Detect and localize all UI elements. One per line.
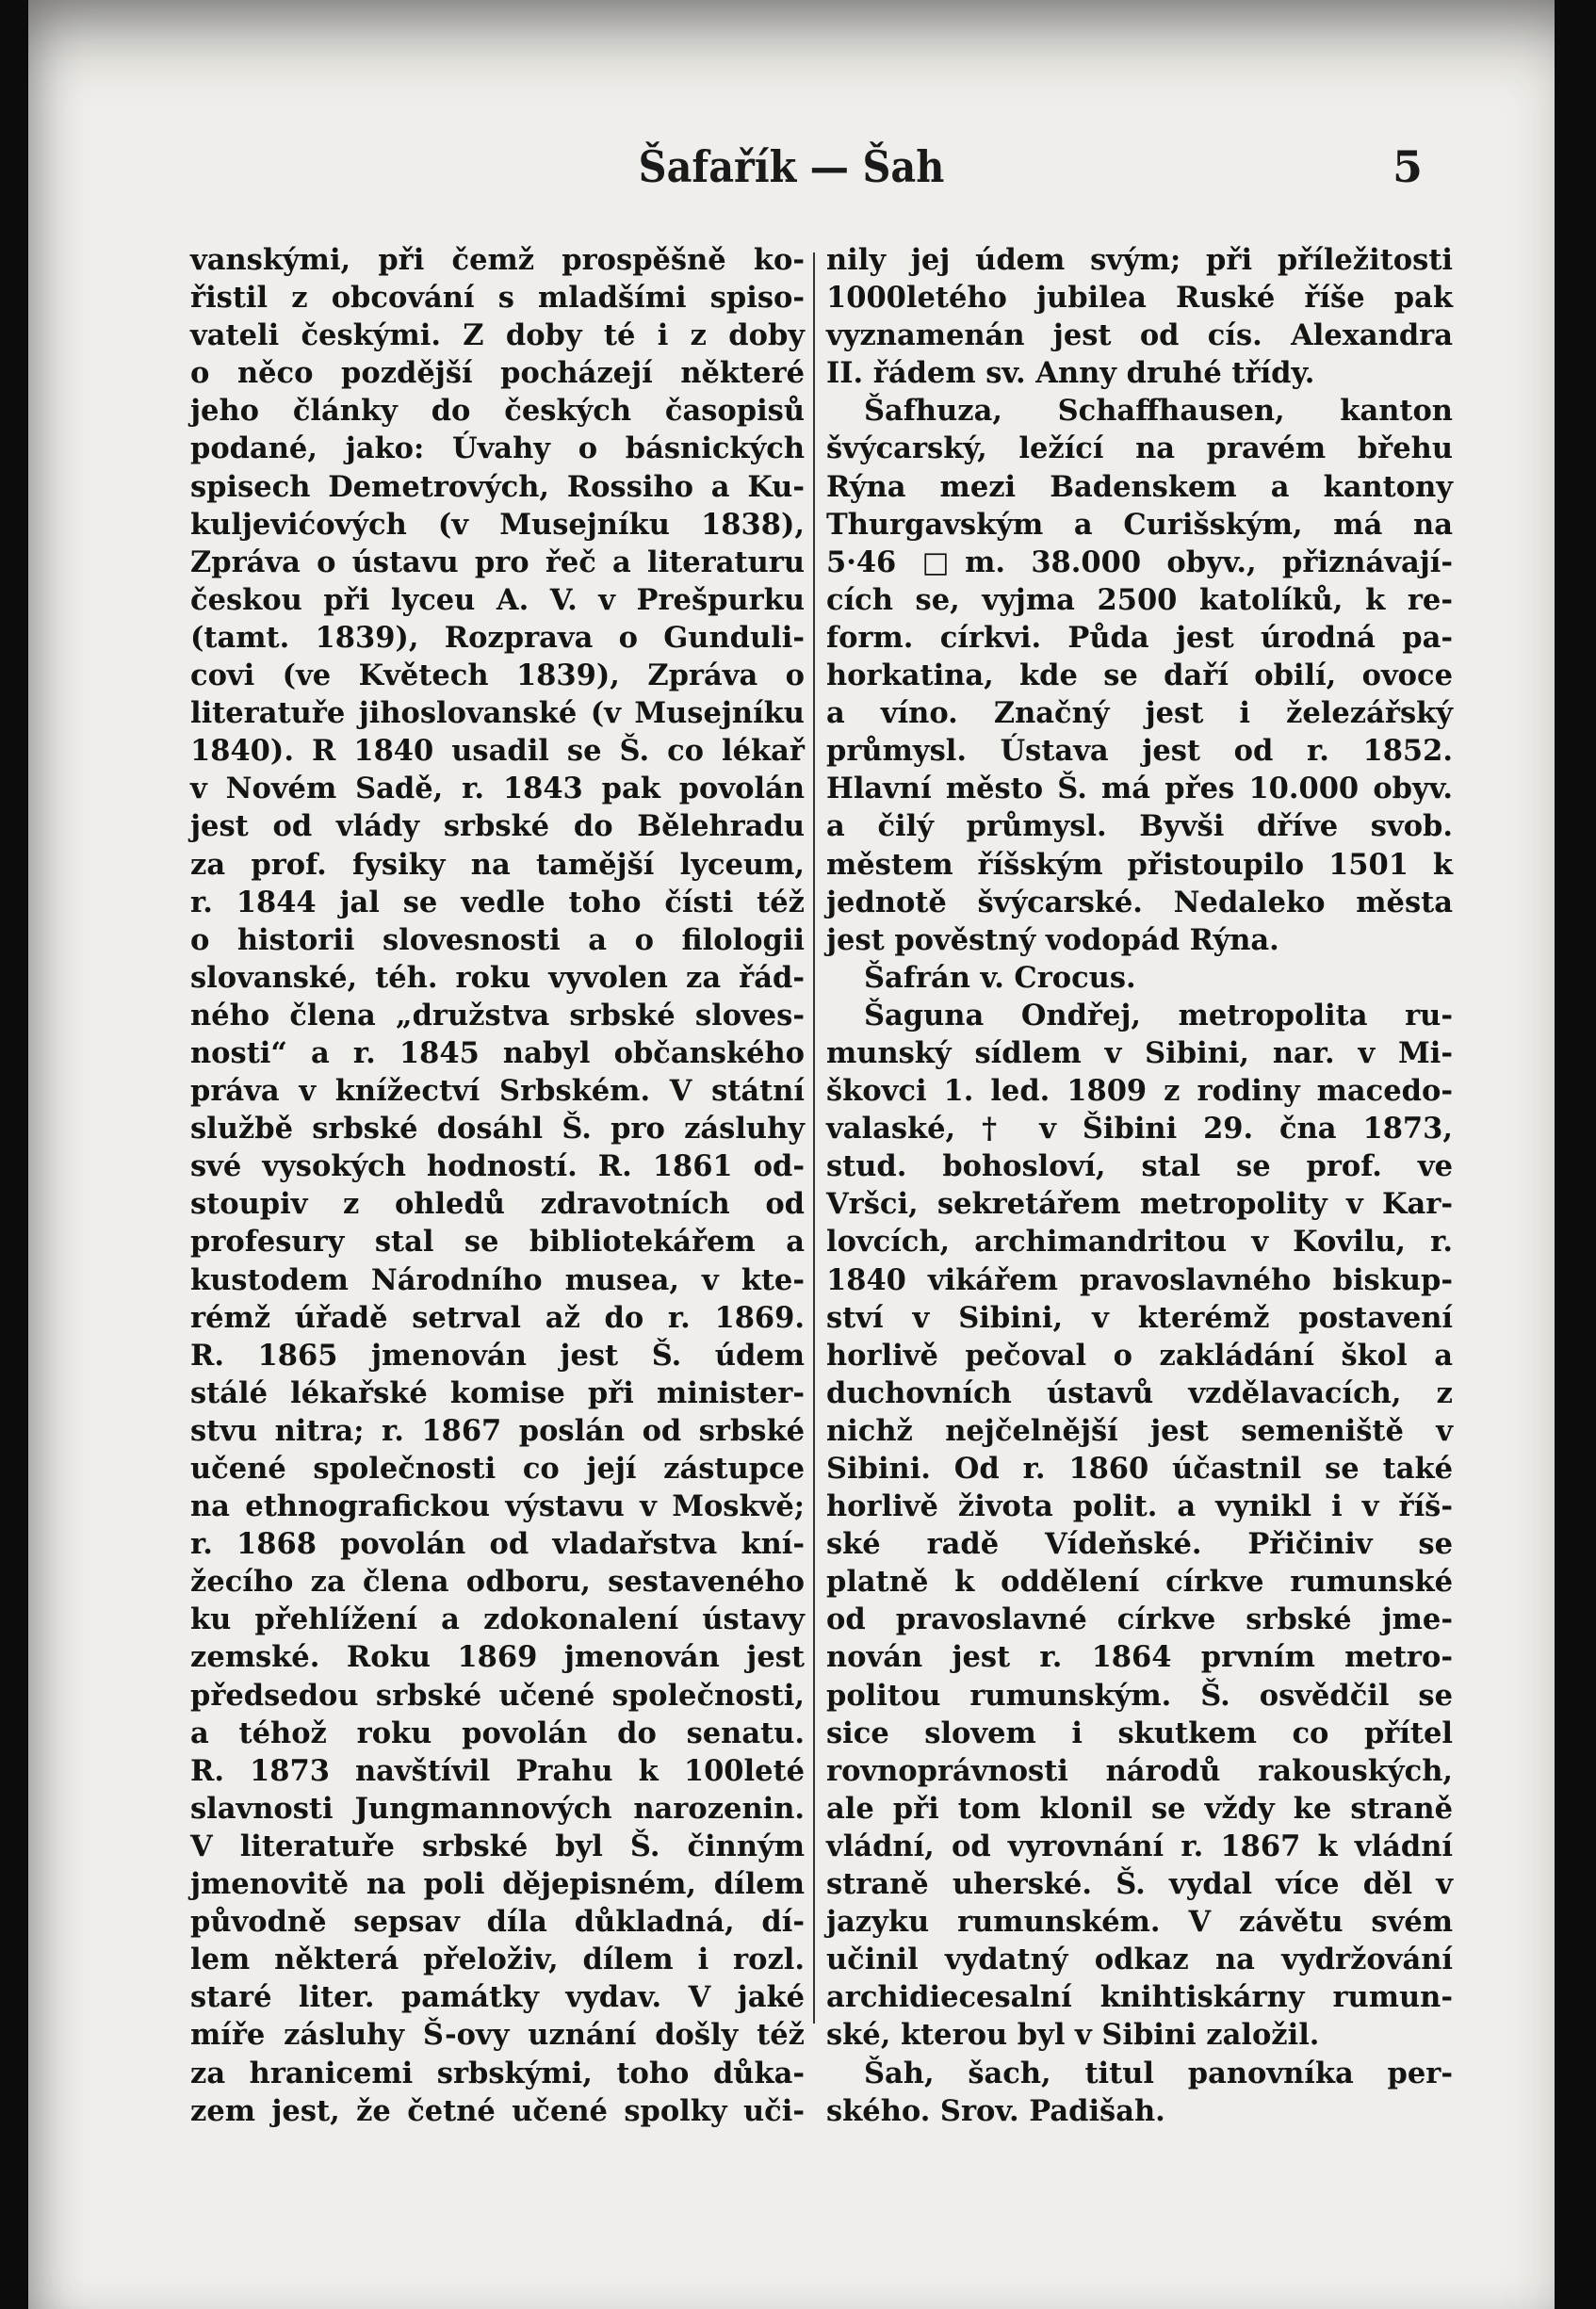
- text-line: 5·46 □m. 38.000 obyv., přiznávají-: [826, 545, 1453, 579]
- text-line: R. 1873 navštívil Prahu k 100leté: [190, 1753, 805, 1788]
- text-line: městem říšským přistoupilo 1501 k: [826, 847, 1453, 882]
- text-line: Šafrán v. Crocus.: [864, 960, 1136, 995]
- text-line: Šah, šach, titul panovníka per-: [864, 2056, 1453, 2090]
- text-line: od pravoslavné církve srbské jme-: [826, 1602, 1453, 1637]
- text-line: literatuře jihoslovanské (v Musejníku: [190, 696, 805, 731]
- text-line: slovanské, téh. roku vyvolen za řád-: [190, 960, 805, 995]
- text-line: politou rumunským. Š. osvědčil se: [826, 1678, 1453, 1713]
- text-line: sice slovem i skutkem co přítel: [826, 1715, 1453, 1750]
- text-line: spisech Demetrových, Rossiho a Ku-: [190, 469, 805, 504]
- text-line: valaské, † v Šibini 29. čna 1873,: [826, 1112, 1453, 1146]
- text-line: původně sepsav díla důkladná, dí-: [190, 1905, 805, 1940]
- text-line: r. 1844 jal se vedle toho čísti též: [190, 885, 805, 919]
- text-line: vateli českými. Z doby té i z doby: [190, 318, 805, 353]
- text-line: rémž úřadě setrval až do r. 1869.: [190, 1300, 805, 1335]
- text-line: stoupiv z ohledů zdravotních od: [190, 1187, 805, 1222]
- text-line: o historii slovesnosti a o filologii: [190, 922, 805, 957]
- text-line: jest od vlády srbské do Bělehradu: [190, 809, 805, 844]
- text-line: V literatuře srbské byl Š. činným: [190, 1829, 805, 1863]
- text-line: archidiecesalní knihtiskárny rumun-: [826, 1980, 1453, 2015]
- text-line: straně uherské. Š. vydal více děl v: [826, 1867, 1453, 1902]
- text-line: žecího za člena odboru, sestaveného: [190, 1565, 805, 1600]
- text-line: škovci 1. led. 1809 z rodiny macedo-: [826, 1074, 1453, 1109]
- text-line: jednotě švýcarské. Nedaleko města: [826, 885, 1453, 919]
- text-line: horlivě života polit. a vynikl i v říš-: [826, 1489, 1453, 1524]
- text-line: nichž nejčelnější jest semeniště v: [826, 1413, 1453, 1448]
- text-line: duchovních ústavů vzdělavacích, z: [826, 1375, 1453, 1410]
- text-line: lem některá přeloživ, dílem i rozl.: [190, 1943, 805, 1977]
- text-line: Vršci, sekretářem metropolity v Kar-: [826, 1187, 1453, 1222]
- text-line: R. 1865 jmenován jest Š. údem: [190, 1338, 805, 1373]
- text-line: ného člena „družstva srbské sloves-: [190, 998, 805, 1033]
- text-line: platně k oddělení církve rumunské: [826, 1565, 1453, 1600]
- running-title: Šafařík — Šah: [638, 141, 945, 192]
- text-line: v Novém Sadě, r. 1843 pak povolán: [190, 772, 805, 806]
- text-line: rovnoprávnosti národů rakouských,: [826, 1753, 1453, 1788]
- text-line: r. 1868 povolán od vladařstva kní-: [190, 1527, 805, 1562]
- text-line: ského. Srov. Padišah.: [826, 2093, 1165, 2128]
- book-page: [28, 0, 1555, 2309]
- text-line: míře zásluhy Š-ovy uznání došly též: [190, 2018, 805, 2053]
- text-line: jest pověstný vodopád Rýna.: [826, 922, 1279, 957]
- left-column: [190, 241, 805, 2130]
- text-line: nosti“ a r. 1845 nabyl občanského: [190, 1035, 805, 1070]
- text-line: (tamt. 1839), Rozprava o Gunduli-: [190, 620, 805, 655]
- text-line: na ethnografickou výstavu v Moskvě;: [190, 1489, 805, 1524]
- text-line: stálé lékařské komise při minister-: [190, 1375, 805, 1410]
- text-line: předsedou srbské učené společnosti,: [190, 1678, 805, 1713]
- text-line: Šaguna Ondřej, metropolita ru-: [864, 998, 1453, 1033]
- text-line: 1840 vikářem pravoslavného biskup-: [826, 1262, 1453, 1297]
- text-line: staré liter. památky vydav. V jaké: [190, 1980, 805, 2015]
- text-line: horkatina, kde se daří obilí, ovoce: [826, 659, 1453, 693]
- text-line: horlivě pečoval o zakládání škol a: [826, 1338, 1453, 1373]
- text-line: vládní, od vyrovnání r. 1867 k vládní: [826, 1829, 1453, 1863]
- text-line: ku přehlížení a zdokonalení ústavy: [190, 1602, 805, 1637]
- text-line: učinil vydatný odkaz na vydržování: [826, 1943, 1453, 1977]
- text-line: stvu nitra; r. 1867 poslán od srbské: [190, 1413, 805, 1448]
- text-line: Sibini. Od r. 1860 účastnil se také: [826, 1452, 1453, 1486]
- text-line: zemské. Roku 1869 jmenován jest: [190, 1640, 805, 1675]
- text-line: form. církvi. Půda jest úrodná pa-: [826, 620, 1453, 655]
- right-column: [826, 241, 1453, 2130]
- text-line: za prof. fysiky na tamější lyceum,: [190, 847, 805, 882]
- text-line: munský sídlem v Sibini, nar. v Mi-: [826, 1035, 1453, 1070]
- page-number: 5: [1392, 141, 1423, 192]
- text-line: ské radě Vídeňské. Přičiniv se: [826, 1527, 1453, 1562]
- text-line: ale při tom klonil se vždy ke straně: [826, 1791, 1453, 1826]
- text-line: průmysl. Ústava jest od r. 1852.: [826, 734, 1453, 769]
- text-line: vanskými, při čemž prospěšně ko-: [190, 243, 805, 277]
- text-line: jeho články do českých časopisů: [190, 394, 805, 429]
- text-line: ství v Sibini, v kterémž postavení: [826, 1300, 1453, 1335]
- text-line: podané, jako: Úvahy o básnických: [190, 431, 805, 466]
- text-line: o něco pozdější pocházejí některé: [190, 356, 805, 391]
- text-line: Rýna mezi Badenskem a kantony: [826, 469, 1453, 504]
- column-divider: [813, 252, 815, 2024]
- text-line: za hranicemi srbskými, toho důka-: [190, 2056, 805, 2090]
- text-line: kuljevićových (v Musejníku 1838),: [190, 507, 805, 542]
- text-line: kustodem Národního musea, v kte-: [190, 1262, 805, 1297]
- text-line: nován jest r. 1864 prvním metro-: [826, 1640, 1453, 1675]
- text-line: učené společnosti co její zástupce: [190, 1452, 805, 1486]
- text-line: Hlavní město Š. má přes 10.000 obyv.: [826, 772, 1453, 806]
- text-line: švýcarský, ležící na pravém břehu: [826, 431, 1453, 466]
- text-line: a čilý průmysl. Byvši dříve svob.: [826, 809, 1453, 844]
- text-line: nily jej údem svým; při příležitosti: [826, 243, 1453, 277]
- text-line: vyznamenán jest od cís. Alexandra: [826, 318, 1453, 353]
- text-line: lovcích, archimandritou v Kovilu, r.: [826, 1225, 1453, 1260]
- text-line: jmenovitě na poli dějepisném, dílem: [190, 1867, 805, 1902]
- text-line: Šafhuza, Schaffhausen, kanton: [864, 394, 1453, 429]
- text-line: českou při lyceu A. V. v Prešpurku: [190, 582, 805, 617]
- text-line: Zpráva o ústavu pro řeč a literaturu: [190, 545, 805, 579]
- text-line: ské, kterou byl v Sibini založil.: [826, 2018, 1320, 2053]
- text-line: a téhož roku povolán do senatu.: [190, 1715, 805, 1750]
- text-line: zem jest, že četné učené spolky uči-: [190, 2093, 805, 2128]
- text-line: slavnosti Jungmannových narozenin.: [190, 1791, 805, 1826]
- text-line: práva v knížectví Srbském. V státní: [190, 1074, 805, 1109]
- text-line: jazyku rumunském. V závětu svém: [826, 1905, 1453, 1940]
- page-header: [28, 141, 1555, 207]
- text-line: službě srbské dosáhl Š. pro zásluhy: [190, 1112, 805, 1146]
- text-line: covi (ve Květech 1839), Zpráva o: [190, 659, 805, 693]
- text-line: Thurgavským a Curišským, má na: [826, 507, 1453, 542]
- text-line: profesury stal se bibliotekářem a: [190, 1225, 805, 1260]
- text-line: cích se, vyjma 2500 katolíků, k re-: [826, 582, 1453, 617]
- text-line: 1840). R 1840 usadil se Š. co lékař: [190, 734, 805, 769]
- text-line: řistil z obcování s mladšími spiso-: [190, 281, 805, 316]
- text-line: stud. bohosloví, stal se prof. ve: [826, 1149, 1453, 1184]
- text-line: 1000letého jubilea Ruské říše pak: [826, 281, 1453, 316]
- text-line: své vysokých hodností. R. 1861 od-: [190, 1149, 805, 1184]
- text-line: a víno. Značný jest i železářský: [826, 696, 1453, 731]
- text-line: II. řádem sv. Anny druhé třídy.: [826, 356, 1315, 391]
